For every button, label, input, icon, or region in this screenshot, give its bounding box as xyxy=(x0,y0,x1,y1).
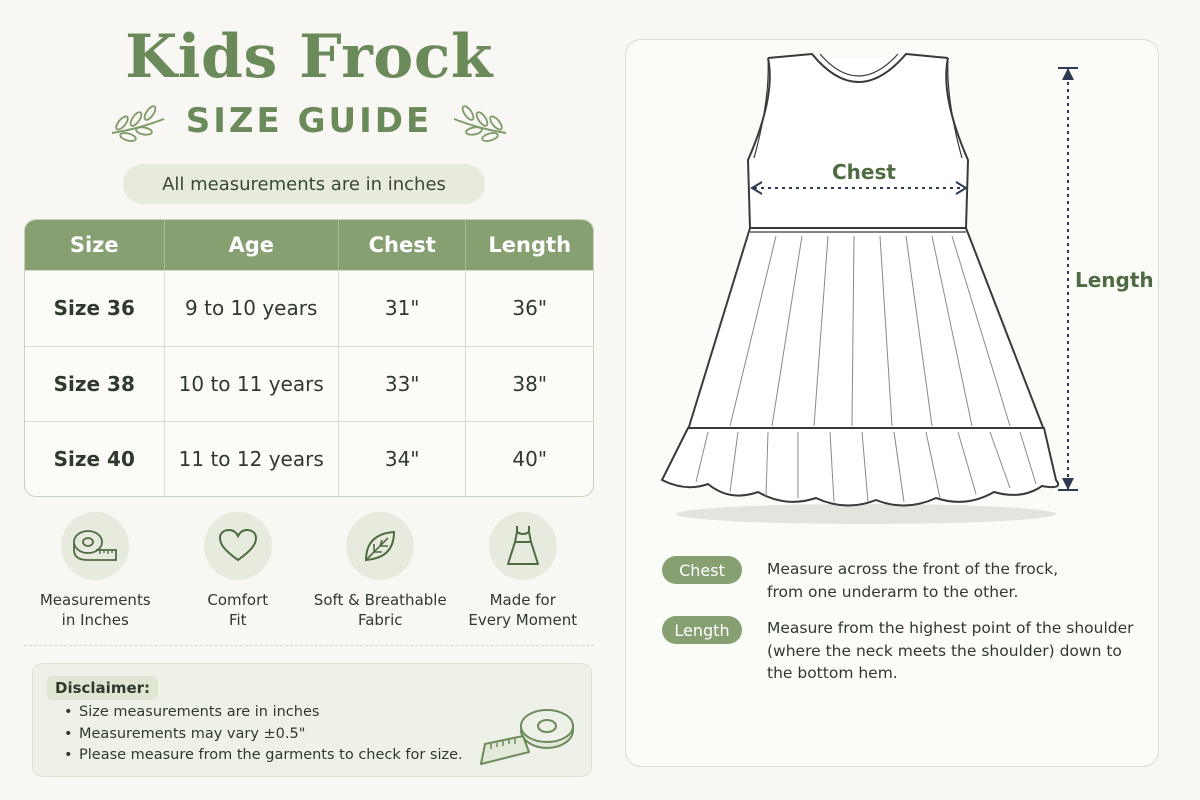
units-note: All measurements are in inches xyxy=(123,164,485,204)
feature-item xyxy=(309,512,452,637)
cell-age: 9 to 10 years xyxy=(165,271,339,346)
cell-age: 11 to 12 years xyxy=(165,422,339,497)
divider xyxy=(24,645,594,646)
leaf-icon xyxy=(360,526,400,566)
header-age: Age xyxy=(165,220,339,270)
length-dimension-label: Length xyxy=(1075,268,1154,292)
cell-chest: 34" xyxy=(339,422,467,497)
feature-item xyxy=(24,512,167,637)
chest-legend-tag: Chest xyxy=(662,556,742,584)
diagram-panel xyxy=(625,39,1159,767)
feature-icon-circle xyxy=(204,512,272,580)
page-title: Kids Frock xyxy=(125,22,493,92)
cell-size: Size 36 xyxy=(25,271,165,346)
length-legend-line: Measure from the highest point of the shoulder xyxy=(767,619,1134,637)
cell-length: 38" xyxy=(512,371,548,396)
feature-label: Made for Every Moment xyxy=(468,591,578,629)
cell-chest: 33" xyxy=(339,347,467,422)
chest-legend-line: Measure across the front of the frock, xyxy=(767,560,1059,578)
table-row xyxy=(25,270,593,346)
cell-length: 40" xyxy=(512,447,548,472)
disclaimer-title: Disclaimer: xyxy=(47,676,158,700)
disclaimer-item: • Size measurements are in inches xyxy=(79,702,463,724)
measuring-tape-icon xyxy=(70,526,120,566)
feature-item xyxy=(452,512,595,637)
right-sprig-icon xyxy=(448,99,512,143)
dress-icon xyxy=(505,524,541,568)
features-row xyxy=(24,512,594,637)
disclaimer-box xyxy=(32,663,592,777)
cell-length: 36" xyxy=(512,296,548,321)
chest-dimension-label: Chest xyxy=(832,160,896,184)
page-subtitle: SIZE GUIDE xyxy=(185,101,433,141)
size-table xyxy=(24,219,594,497)
feature-item xyxy=(167,512,310,637)
feature-label: Soft & Breathable Fabric xyxy=(313,591,447,629)
left-sprig-icon xyxy=(106,99,170,143)
length-legend-tag: Length xyxy=(662,616,742,644)
feature-icon-circle xyxy=(489,512,557,580)
table-header xyxy=(25,220,593,270)
disclaimer-item: • Measurements may vary ±0.5" xyxy=(79,724,463,746)
table-row xyxy=(25,421,593,497)
cell-chest: 31" xyxy=(339,271,467,346)
length-legend-text xyxy=(767,617,1134,685)
feature-icon-circle xyxy=(346,512,414,580)
disclaimer-item: • Please measure from the garments to check for size. xyxy=(79,745,463,767)
feature-label: Measurements in Inches xyxy=(39,591,151,629)
cell-size: Size 40 xyxy=(25,422,165,497)
measuring-tape-icon xyxy=(473,702,583,772)
table-row xyxy=(25,346,593,422)
heart-icon xyxy=(218,528,258,564)
feature-label: Comfort Fit xyxy=(207,591,269,629)
length-legend-line: (where the neck meets the shoulder) down to xyxy=(767,641,1122,660)
length-legend-line: the bottom hem. xyxy=(767,664,898,682)
chest-legend-text xyxy=(767,558,1058,603)
header-chest: Chest xyxy=(339,220,467,270)
header-length: Length xyxy=(488,233,572,257)
chest-legend-line: from one underarm to the other. xyxy=(767,582,1019,601)
header-size: Size xyxy=(25,220,165,270)
subtitle-row xyxy=(24,96,594,146)
cell-age: 10 to 11 years xyxy=(165,347,339,422)
cell-size: Size 38 xyxy=(25,347,165,422)
feature-icon-circle xyxy=(61,512,129,580)
disclaimer-list xyxy=(79,702,463,767)
